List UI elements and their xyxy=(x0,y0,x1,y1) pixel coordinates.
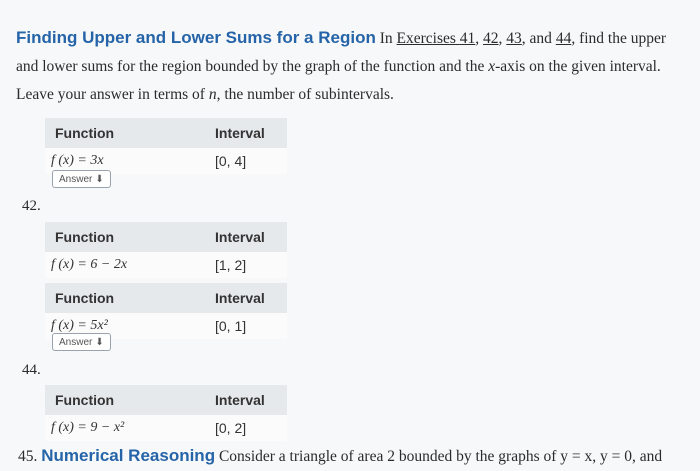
table-row xyxy=(45,252,287,278)
function-table-1 xyxy=(45,118,287,174)
function-header: Function xyxy=(55,125,115,141)
exercises-link-41[interactable]: Exercises 41 xyxy=(396,30,476,47)
function-value: f (x) = 9 − x² xyxy=(51,420,125,435)
arrow-down-icon: ⬇ xyxy=(95,173,104,185)
interval-header: Interval xyxy=(215,125,265,141)
function-header: Function xyxy=(55,229,115,245)
axis-variable: x xyxy=(488,58,496,75)
exercise-link-42[interactable]: 42 xyxy=(483,30,499,47)
numerical-reasoning-heading: Numerical Reasoning xyxy=(41,446,216,465)
table-header xyxy=(45,118,287,148)
table-header xyxy=(45,385,287,415)
interval-value: [0, 2] xyxy=(215,420,247,436)
intro-lead: In xyxy=(379,30,393,47)
function-table-2 xyxy=(45,222,287,278)
interval-header: Interval xyxy=(215,229,265,245)
n-variable: n xyxy=(208,86,217,103)
exercise-number-45: 45. xyxy=(18,448,38,465)
table-header xyxy=(45,222,287,252)
exercise-link-44[interactable]: 44 xyxy=(555,30,572,47)
function-header: Function xyxy=(55,290,115,306)
answer-button-43[interactable]: Answer ⬇ xyxy=(52,333,111,351)
interval-value: [0, 1] xyxy=(215,318,247,334)
intro-paragraph: Finding Upper and Lower Sums for a Region In Exercises 41, 42, 43, and 44, find the upper and lower sums for the region bounded by the graph of the function and the x-axis on the given interval. Leave your answer in terms of n, the number of subintervals. xyxy=(16,28,667,103)
table-header xyxy=(45,283,287,313)
answer-button-41[interactable]: Answer ⬇ xyxy=(52,170,111,188)
table-row xyxy=(45,415,287,441)
arrow-down-icon: ⬇ xyxy=(95,336,104,348)
function-table-3 xyxy=(45,283,287,339)
function-value: f (x) = 5x² xyxy=(51,318,108,333)
function-value: f (x) = 3x xyxy=(51,153,104,168)
exercise-45-text: Consider a triangle of area 2 bounded by the graphs of y = x, y = 0, and xyxy=(218,448,663,465)
function-value: f (x) = 6 − 2x xyxy=(51,257,128,272)
function-header: Function xyxy=(55,392,115,408)
interval-header: Interval xyxy=(215,392,265,408)
exercise-link-43[interactable]: 43 xyxy=(506,30,522,47)
exercise-number-44: 44. xyxy=(22,362,41,378)
exercise-45 xyxy=(18,446,662,466)
section-heading: Finding Upper and Lower Sums for a Region xyxy=(16,28,376,47)
interval-header: Interval xyxy=(215,290,265,306)
function-table-4 xyxy=(45,385,287,441)
exercise-number-42: 42. xyxy=(22,198,41,214)
interval-value: [0, 4] xyxy=(215,153,247,169)
interval-value: [1, 2] xyxy=(215,257,247,273)
